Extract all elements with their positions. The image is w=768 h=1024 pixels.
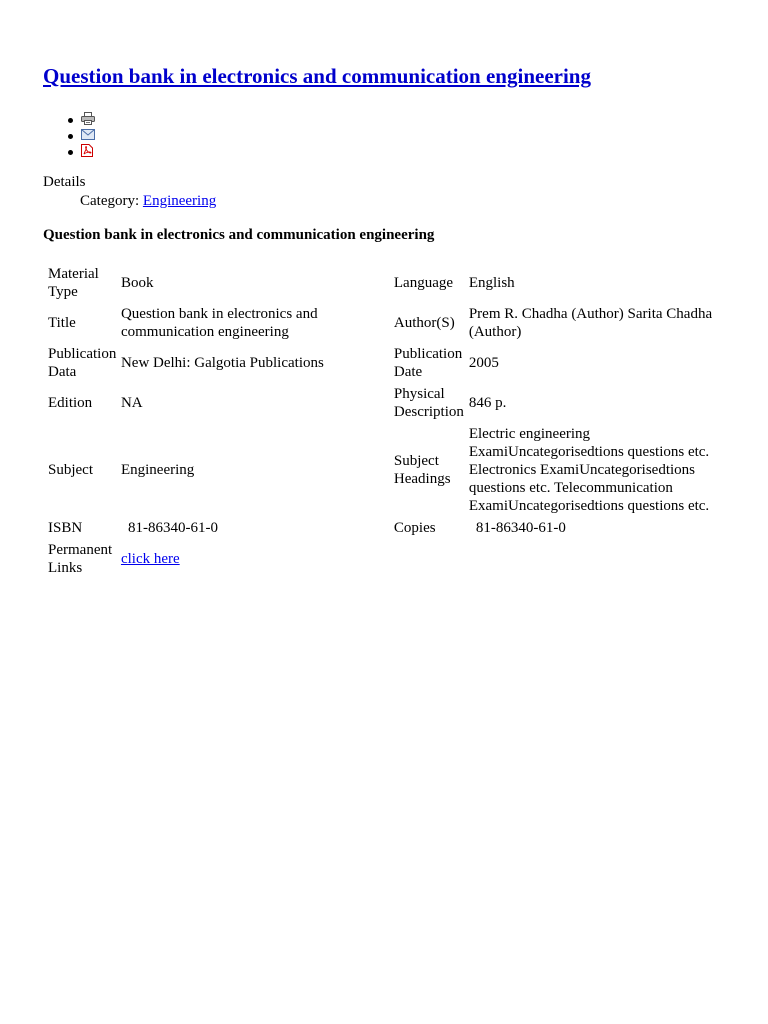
- record-heading: Question bank in electronics and communication engineering: [43, 227, 435, 243]
- tool-item-email: [43, 126, 95, 142]
- table-row: [47, 384, 723, 422]
- permanent-links-label: Permanent Links: [48, 542, 113, 576]
- category-link[interactable]: Engineering: [142, 193, 217, 209]
- edition-label: Edition: [48, 395, 93, 411]
- table-row: [47, 424, 723, 516]
- isbn-label: ISBN: [48, 520, 83, 536]
- physical-description-label: Physical Description: [393, 386, 464, 420]
- copies-value: 81-86340-61-0: [475, 520, 566, 536]
- details-section: [43, 173, 216, 210]
- details-heading: Details: [43, 174, 86, 190]
- list-bullet: [68, 150, 73, 155]
- subject-value: Engineering: [120, 462, 195, 478]
- publication-date-value: 2005: [468, 355, 499, 371]
- table-row: [47, 518, 723, 538]
- table-row: [47, 540, 723, 578]
- empty-cell: [393, 540, 466, 578]
- page-title: [43, 63, 591, 89]
- table-row: [47, 344, 723, 382]
- list-bullet: [68, 118, 73, 123]
- publication-data-value: New Delhi: Galgotia Publications: [120, 355, 324, 371]
- email-icon[interactable]: [81, 129, 95, 140]
- publication-date-label: Publication Date: [393, 346, 463, 380]
- subject-headings-label: Subject Headings: [393, 453, 451, 487]
- title-label: Title: [48, 315, 76, 331]
- permanent-link-cell: [120, 540, 391, 578]
- category-label: Category:: [80, 193, 143, 209]
- edition-value: NA: [120, 395, 143, 411]
- empty-cell: [468, 540, 723, 578]
- copies-label: Copies: [393, 520, 436, 536]
- print-icon[interactable]: [81, 112, 95, 125]
- record-table: [45, 262, 725, 580]
- permanent-link[interactable]: click here: [120, 551, 180, 567]
- page-title-link[interactable]: Question bank in electronics and communication engineering: [43, 64, 591, 88]
- language-label: Language: [393, 275, 454, 291]
- tool-item-pdf: [43, 142, 95, 158]
- authors-label: Author(S): [393, 315, 455, 331]
- table-row: [47, 264, 723, 302]
- language-value: English: [468, 275, 515, 291]
- title-value: Question bank in electronics and communication engineering: [120, 306, 318, 340]
- subject-headings-value: Electric engineering ExamiUncategorisedtions questions etc. Electronics ExamiUncategorisedtions questions etc. Telecommunication ExamiUncategorisedtions questions etc.: [468, 426, 710, 514]
- category-line: [80, 192, 216, 210]
- article-tools: [43, 110, 95, 158]
- isbn-value: 81-86340-61-0: [127, 520, 218, 536]
- list-bullet: [68, 134, 73, 139]
- material-type-label: Material Type: [48, 266, 99, 300]
- subject-label: Subject: [48, 462, 93, 478]
- publication-data-label: Publication Data: [48, 346, 117, 380]
- table-row: [47, 304, 723, 342]
- pdf-icon[interactable]: [81, 144, 93, 157]
- physical-description-value: 846 p.: [468, 395, 507, 411]
- authors-value: Prem R. Chadha (Author) Sarita Chadha (Author): [468, 306, 713, 340]
- material-type-value: Book: [120, 275, 154, 291]
- tool-item-print: [43, 110, 95, 126]
